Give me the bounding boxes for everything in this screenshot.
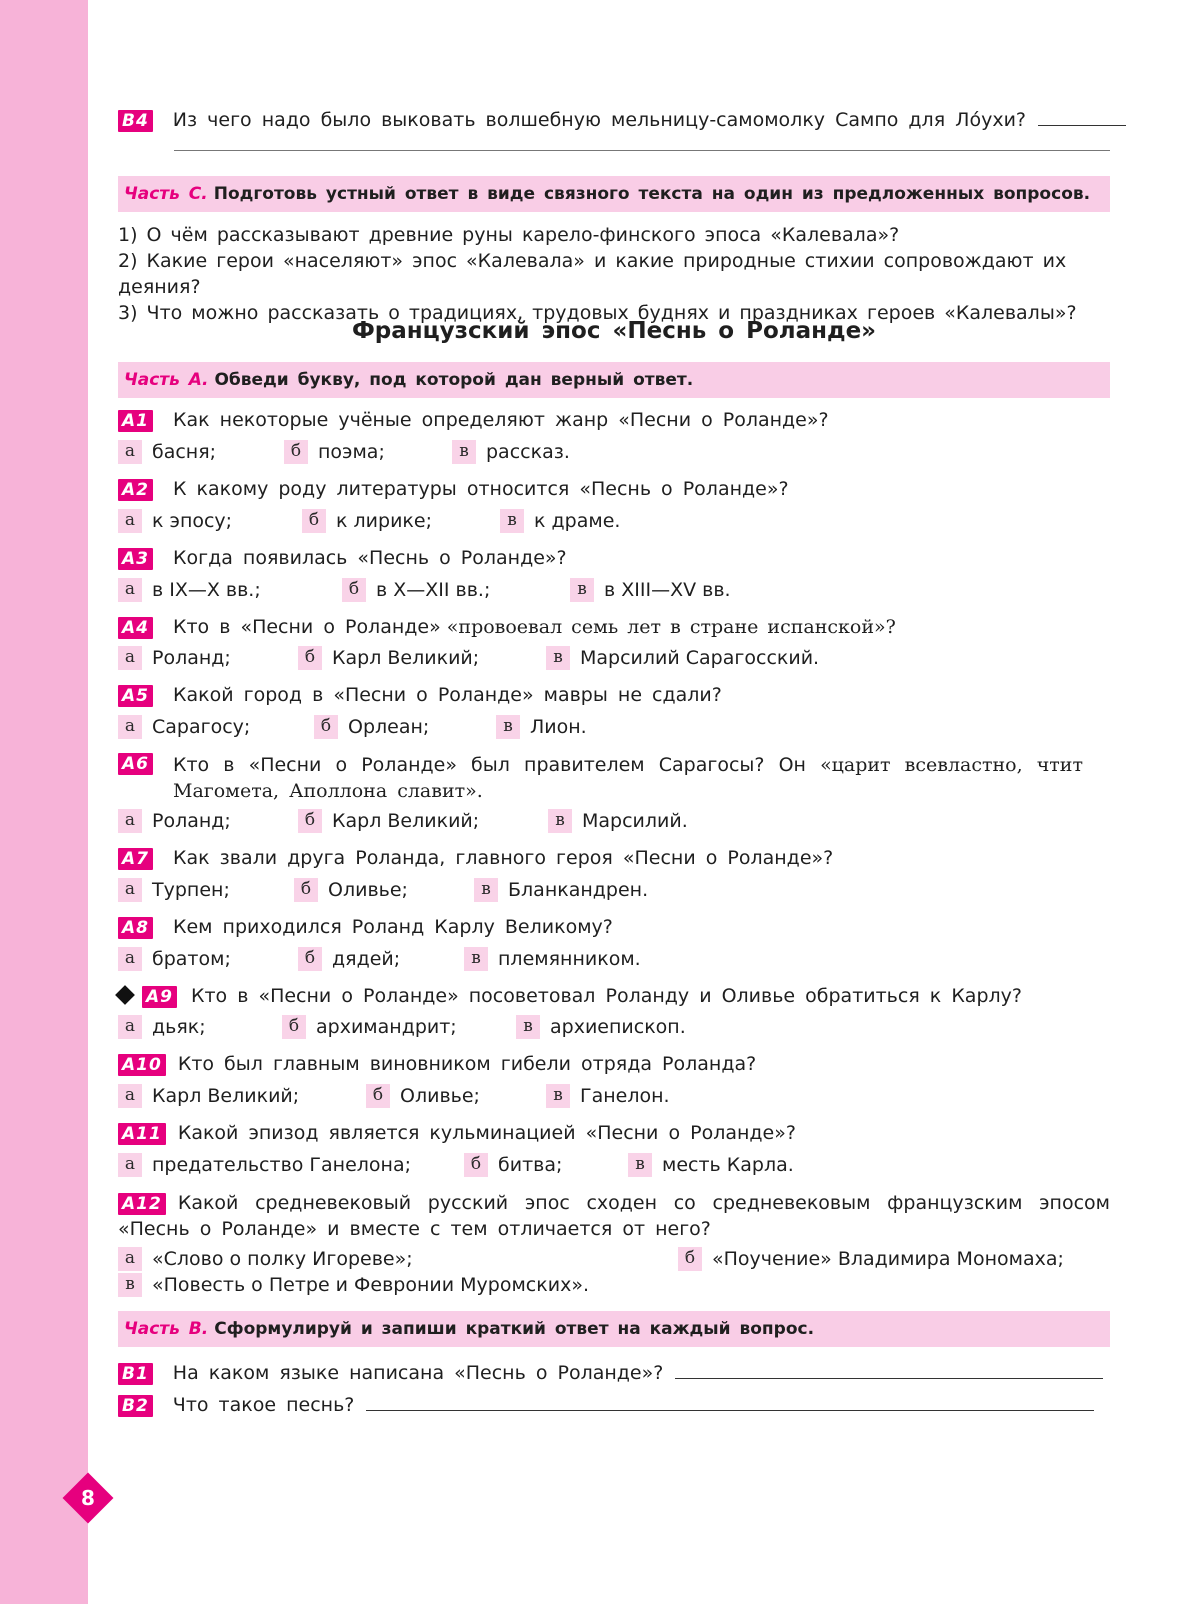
option-letter[interactable]: а [118, 1153, 142, 1177]
option-letter[interactable]: а [118, 947, 142, 971]
question-text: Кем приходился Роланд Карлу Великому? [173, 916, 613, 938]
option-a[interactable] [118, 509, 302, 533]
option-letter[interactable]: б [678, 1247, 702, 1271]
option-text: Ганелон. [580, 1085, 670, 1107]
option-letter[interactable]: в [628, 1153, 652, 1177]
option-text: «Слово о полку Игореве»; [152, 1248, 413, 1270]
option-a[interactable] [118, 947, 298, 971]
question-text: К какому роду литературы относится «Песнь о Роланде»? [173, 478, 789, 500]
question-a7 [118, 846, 833, 870]
option-text: Орлеан; [348, 716, 430, 738]
option-text: Карл Великий; [152, 1085, 300, 1107]
question-a4 [118, 615, 896, 639]
page-number-badge [62, 1472, 114, 1524]
section-part-c [118, 176, 1110, 212]
option-letter[interactable]: в [500, 509, 524, 533]
question-a12 [118, 1190, 1110, 1242]
option-letter[interactable]: б [302, 509, 326, 533]
section-instruction: Подготовь устный ответ в виде связного текста на один из предложенных вопросов. [213, 184, 1091, 204]
option-c[interactable] [452, 440, 570, 464]
option-text: в IX—X вв.; [152, 579, 261, 601]
option-c[interactable] [628, 1153, 794, 1177]
question-text: Какой средневековый русский эпос сходен со средневековым французским эпосом «Песнь о Роланде» и вместе с тем отличается от него? [118, 1192, 1110, 1240]
option-b[interactable] [298, 809, 548, 833]
option-text: архимандрит; [316, 1016, 457, 1038]
answer-options [118, 878, 648, 902]
question-text: Когда появилась «Песнь о Роланде»? [173, 547, 567, 569]
option-text: Лион. [530, 716, 587, 738]
option-text: поэма; [318, 441, 385, 463]
question-a5 [118, 683, 722, 707]
option-text: дьяк; [152, 1016, 206, 1038]
answer-line[interactable] [366, 1390, 1094, 1411]
question-tag: В2 [118, 1395, 153, 1417]
option-b[interactable] [302, 509, 500, 533]
question-tag: А4 [118, 617, 153, 639]
option-c[interactable] [516, 1015, 686, 1039]
option-letter[interactable]: б [366, 1084, 390, 1108]
answer-options [118, 440, 570, 464]
option-a[interactable] [118, 1015, 282, 1039]
question-a9 [114, 984, 1022, 1008]
section-label: Часть В. [124, 1319, 209, 1339]
option-letter[interactable]: б [298, 646, 322, 670]
option-letter[interactable]: а [118, 1084, 142, 1108]
option-letter[interactable]: б [298, 809, 322, 833]
list-item: 3) Что можно рассказать о традициях, трудовых буднях и праздниках героев «Калевалы»? [118, 302, 1077, 324]
option-b[interactable] [464, 1153, 628, 1177]
question-b1 [118, 1358, 1103, 1385]
option-text: Оливье; [400, 1085, 480, 1107]
option-a[interactable] [118, 809, 298, 833]
option-b[interactable] [282, 1015, 516, 1039]
option-letter[interactable]: а [118, 578, 142, 602]
option-letter[interactable]: б [284, 440, 308, 464]
question-tag: В4 [118, 110, 153, 132]
question-tag: А1 [118, 410, 153, 432]
option-letter[interactable]: б [282, 1015, 306, 1039]
question-tag: А10 [118, 1054, 166, 1076]
option-letter[interactable]: в [496, 715, 520, 739]
section-instruction: Обведи букву, под которой дан верный ответ. [214, 370, 694, 390]
option-letter[interactable]: б [294, 878, 318, 902]
question-text-block [118, 1190, 1110, 1242]
option-letter[interactable]: а [118, 715, 142, 739]
question-tag: А6 [118, 753, 153, 775]
question-a6 [118, 752, 1083, 804]
question-tag: А9 [142, 986, 177, 1008]
option-letter[interactable]: в [570, 578, 594, 602]
option-text: в X—XII вв.; [376, 579, 491, 601]
option-text: племянником. [498, 948, 641, 970]
page-heading: Французский эпос «Песнь о Роланде» [351, 318, 877, 344]
option-text: Бланкандрен. [508, 879, 649, 901]
option-letter[interactable]: б [314, 715, 338, 739]
question-a11 [118, 1121, 796, 1145]
answer-options [118, 947, 641, 971]
answer-options [118, 646, 819, 670]
option-text: Сарагосу; [152, 716, 251, 738]
option-text: в XIII—XV вв. [604, 579, 731, 601]
option-letter[interactable]: а [118, 509, 142, 533]
option-a[interactable] [118, 1247, 678, 1271]
option-text: к драме. [534, 510, 621, 532]
option-text: месть Карла. [662, 1154, 794, 1176]
question-text: Как звали друга Роланда, главного героя «Песни о Роланде»? [173, 847, 834, 869]
option-b[interactable] [298, 646, 546, 670]
option-a[interactable] [118, 1084, 366, 1108]
option-text: битва; [498, 1154, 563, 1176]
question-a3 [118, 546, 567, 570]
option-a[interactable] [118, 646, 298, 670]
answer-line[interactable] [174, 150, 1110, 151]
option-text: предательство Ганелона; [152, 1154, 412, 1176]
question-tag: А11 [118, 1123, 166, 1145]
option-text: «Поучение» Владимира Мономаха; [712, 1248, 1064, 1270]
answer-options [118, 715, 587, 739]
option-letter[interactable]: в [118, 1273, 142, 1297]
question-tag: А5 [118, 685, 153, 707]
question-text: Кто был главным виновником гибели отряда Роланда? [177, 1053, 757, 1075]
option-c[interactable] [548, 809, 688, 833]
question-tag: А2 [118, 479, 153, 501]
question-tag: А12 [118, 1193, 166, 1215]
option-b[interactable] [284, 440, 452, 464]
question-text: На каком языке написана «Песнь о Роланде»? [172, 1362, 664, 1384]
option-letter[interactable]: а [118, 1015, 142, 1039]
answer-options [118, 1247, 1064, 1271]
answer-options [118, 1153, 794, 1177]
question-text: Из чего надо было выковать волшебную мельницу-самомолку Сампо для Ло́ухи? [172, 109, 1027, 131]
answer-options [118, 809, 688, 833]
option-text: Марсилий. [582, 810, 688, 832]
option-text: Оливье; [328, 879, 408, 901]
answer-options [118, 578, 731, 602]
option-text: к лирике; [336, 510, 432, 532]
option-b[interactable] [314, 715, 496, 739]
question-b2 [118, 1390, 1094, 1417]
question-b4 [118, 105, 1126, 132]
option-text: Марсилий Сарагосский. [580, 647, 820, 669]
question-text: Как некоторые учёные определяют жанр «Песни о Роланде»? [173, 409, 829, 431]
list-item: 1) О чём рассказывают древние руны карело-финского эпоса «Калевала»? [118, 224, 900, 246]
section-label: Часть С. [124, 184, 208, 204]
option-a[interactable] [118, 440, 284, 464]
option-text: Роланд; [152, 647, 231, 669]
page-number: 8 [81, 1486, 95, 1510]
question-text: Кто в «Песни о Роланде» [173, 616, 441, 638]
question-text-block [173, 752, 1083, 804]
option-text: Турпен; [152, 879, 230, 901]
option-text: к эпосу; [152, 510, 233, 532]
option-c[interactable] [570, 578, 731, 602]
question-a8 [118, 915, 613, 939]
answer-line[interactable] [675, 1358, 1103, 1379]
option-c[interactable] [546, 646, 819, 670]
list-item: 2) Какие герои «населяют» эпос «Калевала» и какие природные стихии сопровождают их деяния? [118, 250, 1067, 298]
section-instruction: Сформулируй и запиши краткий ответ на каждый вопрос. [214, 1319, 815, 1339]
option-c[interactable] [464, 947, 641, 971]
option-text: архиепископ. [550, 1016, 686, 1038]
question-text: Какой эпизод является кульминацией «Песни о Роланде»? [177, 1122, 796, 1144]
question-a10 [118, 1052, 756, 1076]
option-b[interactable] [298, 947, 464, 971]
option-b[interactable] [294, 878, 474, 902]
section-label: Часть А. [124, 370, 209, 390]
section-part-b [118, 1311, 1110, 1347]
option-c[interactable] [474, 878, 648, 902]
option-letter[interactable]: в [516, 1015, 540, 1039]
question-text: Кто в «Песни о Роланде» посоветовал Роланду и Оливье обратиться к Карлу? [191, 985, 1022, 1007]
option-letter[interactable]: в [548, 809, 572, 833]
option-a[interactable] [118, 578, 342, 602]
option-letter[interactable]: а [118, 646, 142, 670]
option-letter[interactable]: в [452, 440, 476, 464]
diamond-icon [115, 985, 135, 1005]
question-tag: В1 [118, 1363, 153, 1385]
option-letter[interactable]: а [118, 440, 142, 464]
option-c[interactable] [118, 1273, 589, 1297]
option-letter[interactable]: в [546, 1084, 570, 1108]
c-question-list [118, 222, 1110, 326]
question-text: Кто в «Песни о Роланде» был правителем Сарагосы? Он [173, 754, 806, 776]
question-a2 [118, 477, 789, 501]
page-sidebar [0, 0, 88, 1604]
question-quote: «царит всевластно, чтит Магомета, Аполлона славит». [173, 754, 1083, 802]
answer-options [118, 1015, 686, 1039]
option-b[interactable] [678, 1247, 1064, 1271]
option-b[interactable] [342, 578, 570, 602]
option-letter[interactable]: а [118, 809, 142, 833]
question-a1 [118, 408, 829, 432]
answer-line[interactable] [1038, 105, 1126, 126]
answer-options [118, 509, 620, 533]
option-letter[interactable]: в [464, 947, 488, 971]
option-letter[interactable]: в [474, 878, 498, 902]
option-text: басня; [152, 441, 217, 463]
section-part-a [118, 362, 1110, 398]
option-text: «Повесть о Петре и Февронии Муромских». [152, 1274, 589, 1296]
option-letter[interactable]: б [464, 1153, 488, 1177]
question-tag: А8 [118, 917, 153, 939]
question-tag: А3 [118, 548, 153, 570]
option-b[interactable] [366, 1084, 546, 1108]
question-quote: «провоевал семь лет в стране испанской»? [446, 616, 896, 638]
answer-options [118, 1084, 670, 1108]
option-letter[interactable]: а [118, 1247, 142, 1271]
option-text: Карл Великий; [332, 647, 480, 669]
option-letter[interactable]: б [298, 947, 322, 971]
option-letter[interactable]: в [546, 646, 570, 670]
option-c[interactable] [546, 1084, 670, 1108]
question-text: Какой город в «Песни о Роланде» мавры не сдали? [173, 684, 722, 706]
option-a[interactable] [118, 715, 314, 739]
option-a[interactable] [118, 878, 294, 902]
question-tag: А7 [118, 848, 153, 870]
option-text: Роланд; [152, 810, 231, 832]
question-text: Что такое песнь? [172, 1394, 355, 1416]
answer-options [118, 1273, 589, 1297]
option-text: Карл Великий; [332, 810, 480, 832]
option-a[interactable] [118, 1153, 464, 1177]
option-text: дядей; [332, 948, 401, 970]
option-c[interactable] [500, 509, 620, 533]
option-letter[interactable]: б [342, 578, 366, 602]
option-c[interactable] [496, 715, 587, 739]
option-text: рассказ. [486, 441, 570, 463]
option-letter[interactable]: а [118, 878, 142, 902]
option-text: братом; [152, 948, 231, 970]
